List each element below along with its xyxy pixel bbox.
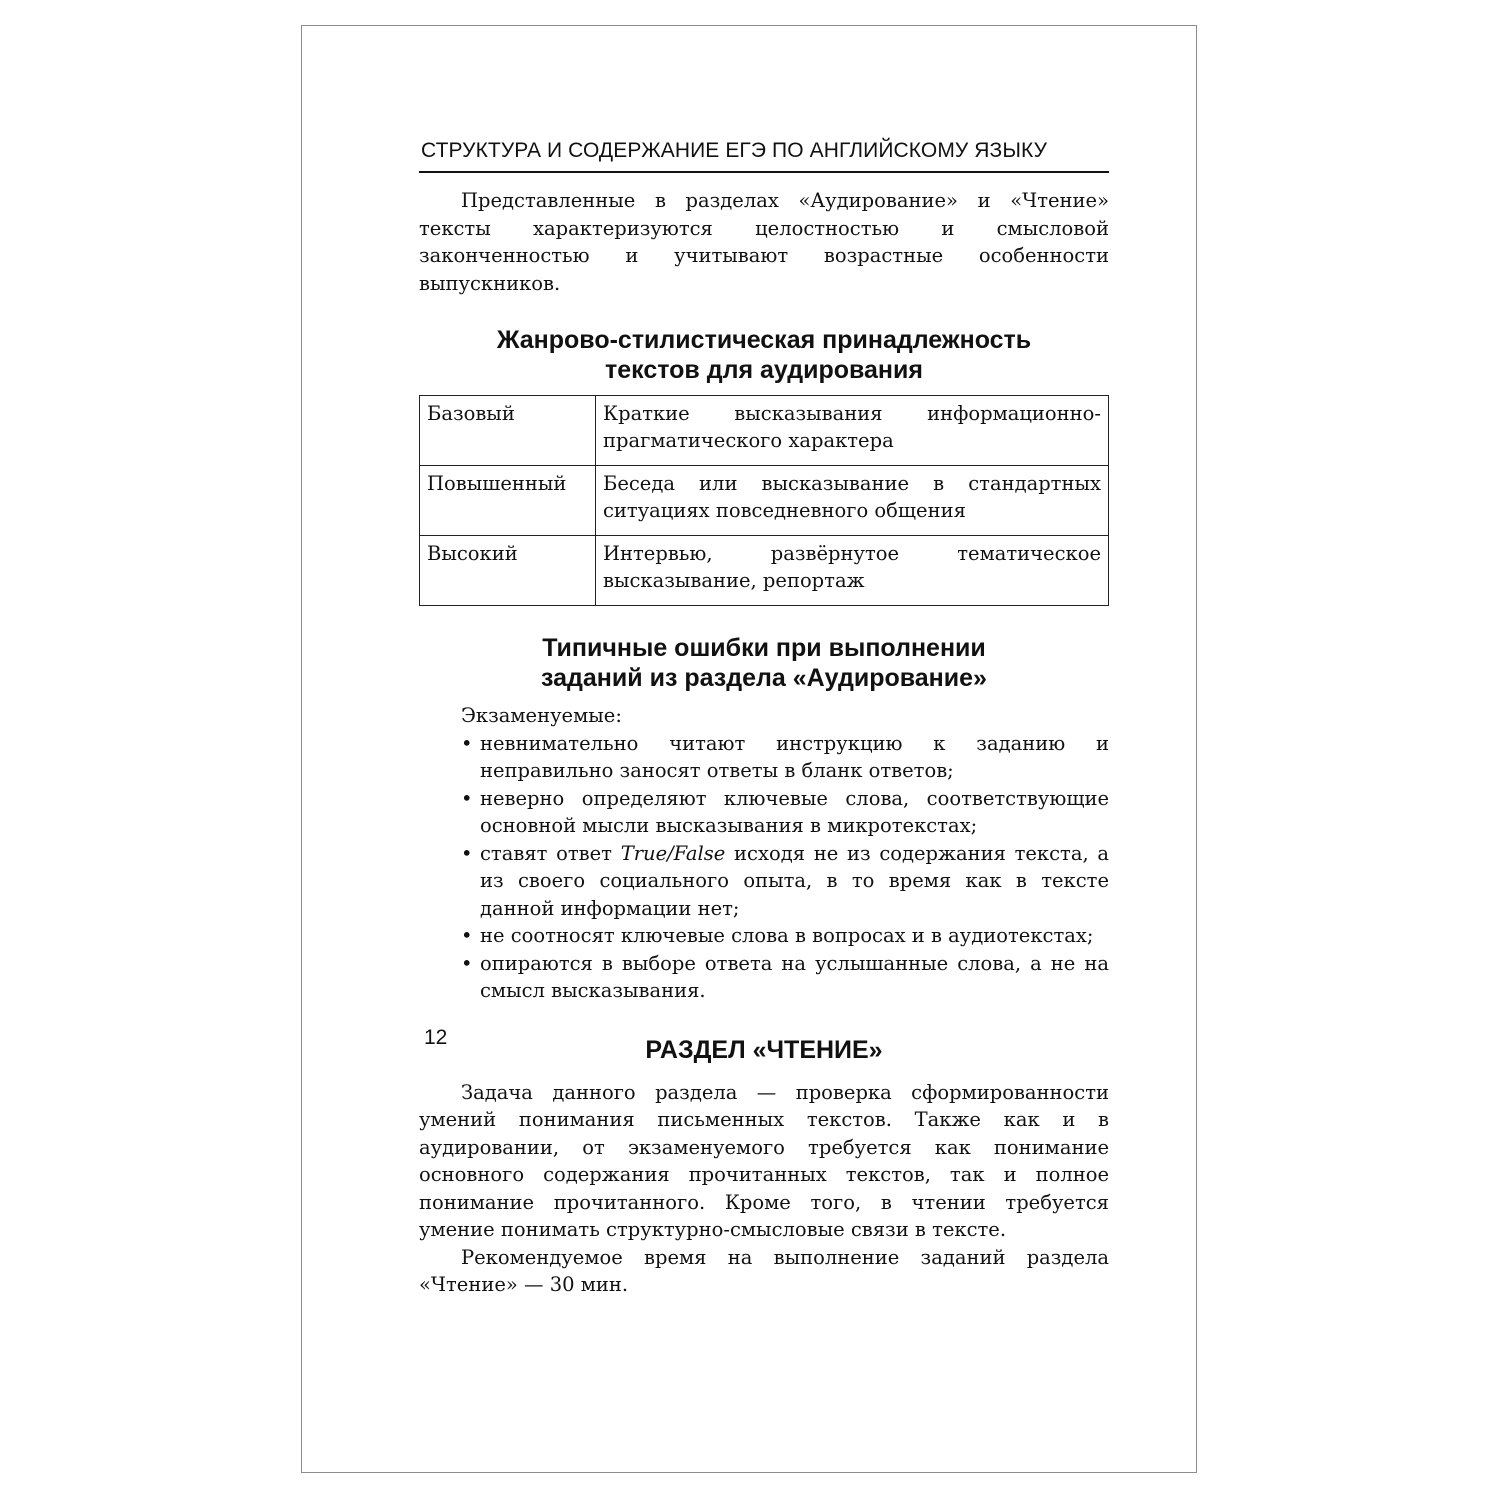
genre-title-line1: Жанрово-стилистическая принадлежность bbox=[496, 326, 1032, 354]
list-item bbox=[419, 730, 1109, 785]
list-item-text: не соотносят ключевые слова в вопросах и в аудиотекстах; bbox=[480, 924, 1094, 947]
genre-table bbox=[419, 395, 1109, 606]
list-item-text bbox=[480, 842, 1109, 920]
list-item-text-after: исходя не из содержания текста, а из своего социального опыта, в то время как в тексте данной информации нет; bbox=[480, 841, 1109, 920]
description-cell: Беседа или высказывание в стандартных ситуациях повседневного общения bbox=[596, 466, 1109, 536]
bullet-icon: • bbox=[461, 924, 473, 947]
running-head: СТРУКТУРА И СОДЕРЖАНИЕ ЕГЭ ПО АНГЛИЙСКОМУ ЯЗЫКУ bbox=[419, 138, 1109, 173]
reading-paragraph-1: Задача данного раздела — проверка сформированности умений понимания письменных текстов. Также как и в аудировании, от экзаменуемого требуется как понимание основного содержания прочитанных текстов, так и полное понимание прочитанного. Кроме того, в чтении требуется умение понимать структурно-смысловые связи в тексте. bbox=[419, 1080, 1109, 1241]
list-item bbox=[419, 840, 1109, 923]
genre-title-line2: текстов для аудирования bbox=[605, 356, 923, 384]
page-content bbox=[419, 138, 1109, 1299]
level-cell: Базовый bbox=[420, 396, 596, 466]
bullet-icon: • bbox=[461, 841, 473, 865]
table-row bbox=[420, 396, 1109, 466]
level-cell: Повышенный bbox=[420, 466, 596, 536]
reading-section-title: РАЗДЕЛ «ЧТЕНИЕ» bbox=[645, 1035, 883, 1064]
errors-list bbox=[419, 730, 1109, 1005]
list-item bbox=[419, 785, 1109, 840]
list-item bbox=[419, 950, 1109, 1005]
errors-title-line2: заданий из раздела «Аудирование» bbox=[541, 664, 987, 692]
list-item-text: невнимательно читают инструкцию к заданию и неправильно заносят ответы в бланк ответов; bbox=[480, 731, 1109, 782]
list-item-text: опираются в выборе ответа на услышанные слова, а не на смысл высказывания. bbox=[480, 951, 1109, 1002]
description-cell: Интервью, развёрнутое тематическое высказывание, репортаж bbox=[596, 536, 1109, 606]
errors-title-line1: Типичные ошибки при выполнении bbox=[542, 634, 986, 662]
genre-section-title bbox=[419, 325, 1109, 385]
errors-lead: Экзаменуемые: bbox=[461, 704, 622, 727]
table-row bbox=[420, 466, 1109, 536]
list-item bbox=[419, 922, 1109, 950]
intro-paragraph: Представленные в разделах «Аудирование» и «Чтение» тексты характеризуются целостностью и смысловой законченностью и учитывают возрастные особенности выпускников. bbox=[419, 189, 1109, 295]
book-page bbox=[301, 25, 1197, 1473]
bullet-icon: • bbox=[461, 731, 473, 755]
list-item-text: неверно определяют ключевые слова, соответствующие основной мысли высказывания в микротекстах; bbox=[480, 786, 1109, 837]
page-number: 12 bbox=[424, 1026, 448, 1049]
errors-section-title bbox=[419, 633, 1109, 693]
level-cell: Высокий bbox=[420, 536, 596, 606]
table-row bbox=[420, 536, 1109, 606]
reading-paragraph-2: Рекомендуемое время на выполнение заданий раздела «Чтение» — 30 мин. bbox=[419, 1245, 1109, 1296]
bullet-icon: • bbox=[461, 951, 473, 975]
list-item-text-before: ставят ответ bbox=[480, 841, 621, 865]
true-false-term: True/False bbox=[620, 841, 726, 865]
description-cell: Краткие высказывания информационно-прагматического характера bbox=[596, 396, 1109, 466]
bullet-icon: • bbox=[461, 786, 473, 810]
